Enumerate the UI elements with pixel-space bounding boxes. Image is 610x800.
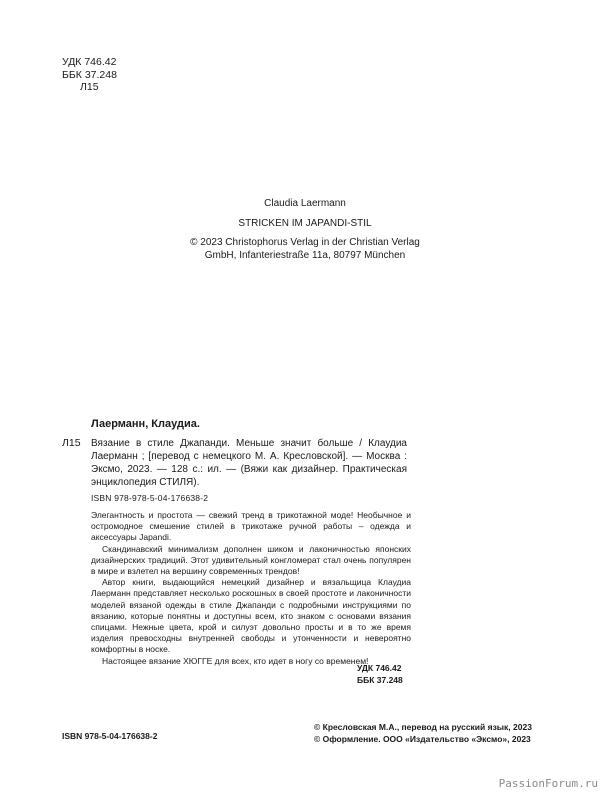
bottom-isbn: ISBN 978-5-04-176638-2 bbox=[62, 731, 158, 741]
top-udk-code: УДК 746.42 bbox=[62, 56, 117, 68]
original-copyright-line-2: GmbH, Infanteriestraße 11a, 80797 München bbox=[204, 250, 406, 261]
top-bbk-code: ББК 37.248 bbox=[62, 68, 117, 81]
copyright-notices bbox=[314, 721, 532, 745]
original-title: STRICKEN IM JAPANDI-STIL bbox=[238, 218, 372, 229]
annotation-paragraph: Скандинавский минимализм дополнен шиком и лаконичностью японских дизайнерских традиций. Этот удивительный конгломерат стал очень популярен в мире и взлетел на вершину современных трендов! bbox=[91, 543, 411, 577]
site-watermark: PassionForum.ru bbox=[498, 777, 598, 790]
original-copyright-line-1: © 2023 Christophorus Verlag in der Christian Verlag bbox=[190, 237, 420, 248]
card-isbn: ISBN 978-978-5-04-176638-2 bbox=[91, 493, 209, 503]
annotation-paragraph: Автор книги, выдающийся немецкий дизайнер и вязальщица Клаудиа Лаерманн представляет несколько роскошных в своей простоте и лаконичности моделей вязаной одежды в стиле Джапанди с подробными инструкциями по вязанию, которые понятны и доступны всем, кто знаком с основами вязания спицами. Нежные цвета, крой и силуэт довольно просты и в то же время изделия превосходны внутренней свободы и утонченности и невероятно комфортны в носке. bbox=[91, 577, 411, 655]
annotation bbox=[91, 510, 411, 667]
bottom-bbk-code: ББК 37.248 bbox=[357, 675, 403, 685]
bottom-udk-code: УДК 746.42 bbox=[357, 663, 402, 673]
top-classification-codes bbox=[62, 56, 117, 94]
annotation-paragraph: Элегантность и простота — свежий тренд в трикотажной моде! Необычное и остромодное смешение стилей в трикотаже ручной работы – одежда и аксессуары Japandi. bbox=[91, 510, 411, 543]
original-author: Claudia Laermann bbox=[264, 198, 346, 209]
card-author-heading: Лаерманн, Клаудиа. bbox=[91, 418, 200, 430]
top-author-code: Л15 bbox=[80, 81, 99, 93]
design-copyright: © Оформление. ООО «Издательство «Эксмо», 2023 bbox=[314, 734, 531, 744]
bottom-classification-codes bbox=[357, 662, 403, 686]
annotation-paragraph: Настоящее вязание ХЮГГЕ для всех, кто идет в ногу со временем! bbox=[102, 655, 369, 666]
card-author-code: Л15 bbox=[62, 437, 81, 449]
card-description: Вязание в стиле Джапанди. Меньше значит больше / Клаудиа Лаерманн ; [перевод с немецкого М. А. Кресловской]. — Москва : Эксмо, 2023. — 128 с.: ил. — (Вяжи как дизайнер. Практическая энциклопедия СТИЛЯ). bbox=[91, 438, 407, 488]
translation-copyright: © Кресловская М.А., перевод на русский язык, 2023 bbox=[314, 722, 532, 732]
